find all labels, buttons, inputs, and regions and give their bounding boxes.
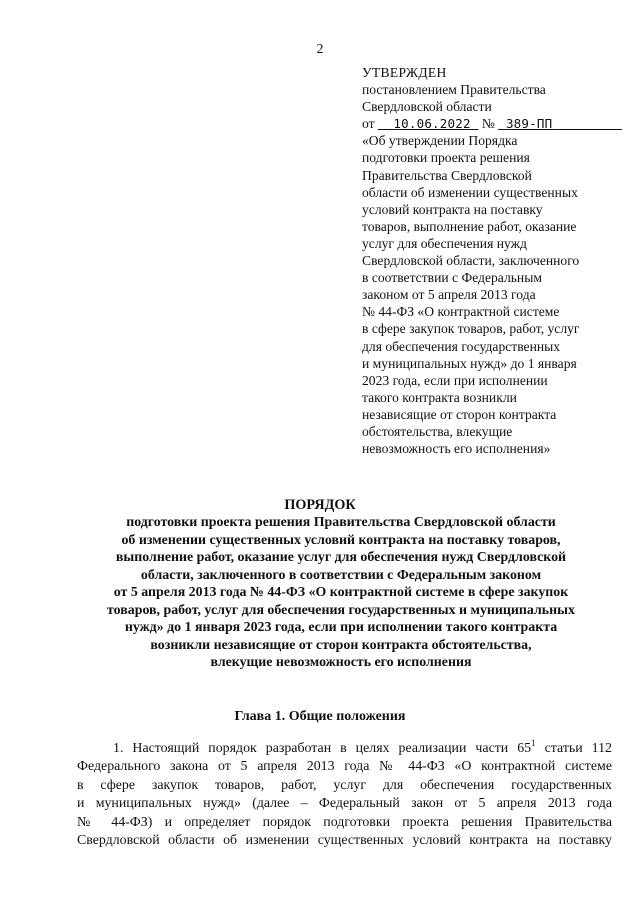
order-subtitle: подготовки проекта решения Правительства Свердловской области об изменении существенных условий контракта на поставку товаров, выполнение работ, оказание услуг для обеспечения нужд Свердловской области, заключенного в соответствии с Федеральным законом от 5 апреля 2013 года № 44-ФЗ «О контрактной системе в сфере закупок товаров, работ, услуг для обеспечения государственных и муниципальных нужд» до 1 января 2023 года, если при исполнении такого контракта возникли независящие от сторон контракта обстоятельства, влекущие невозможность его исполнения <box>107 515 575 670</box>
chapter-title: Глава 1. Общие положения <box>234 709 406 724</box>
paragraph-line: и муниципальных нужд» (далее – Федеральный закон от 5 апреля 2013 года <box>77 796 612 812</box>
approval-title: УТВЕРЖДЕН <box>362 65 447 80</box>
approval-line-2: Свердловской области <box>362 99 492 115</box>
date-prefix: от <box>362 116 375 132</box>
approval-number: 389-ПП <box>505 116 553 132</box>
paragraph-line: № 44-ФЗ) и определяет порядок подготовки проекта решения Правительства <box>77 814 612 830</box>
number-prefix: № <box>481 116 495 132</box>
superscript: 1 <box>531 738 536 748</box>
paragraph-1 <box>77 740 612 850</box>
paragraph-line: Свердловской области об изменении существенных условий контракта на поставку <box>77 833 612 849</box>
approval-stamp <box>362 64 614 457</box>
approval-line-1: постановлением Правительства <box>362 82 546 98</box>
paragraph-line: в сфере закупок товаров, работ, услуг для обеспечения государственных <box>77 777 612 793</box>
approval-date-line <box>362 115 614 132</box>
paragraph-line: 1. Настоящий порядок разработан в целях реализации части $65^1$ статьи 112 <box>113 738 612 756</box>
order-title: ПОРЯДОК <box>284 497 356 513</box>
page-number: 2 <box>316 42 324 57</box>
approval-date: 10.06.2022 <box>393 116 471 132</box>
paragraph-line: Федерального закона от 5 апреля 2013 года № 44-ФЗ «О контрактной системе <box>77 759 612 775</box>
approval-subject: «Об утверждении Порядка подготовки проекта решения Правительства Свердловской области об изменении существенных условий контракта на поставку товаров, выполнение работ, оказание услуг для обеспечения нужд Свердловской области, заключенного в соответствии с Федеральным законом от 5 апреля 2013 года № 44-ФЗ «О контрактной системе в сфере закупок товаров, работ, услуг для обеспечения государственных и муниципальных нужд» до 1 января 2023 года, если при исполнении такого контракта возникли независящие от сторон контракта обстоятельства, влекущие невозможность его исполнения» <box>362 133 580 457</box>
